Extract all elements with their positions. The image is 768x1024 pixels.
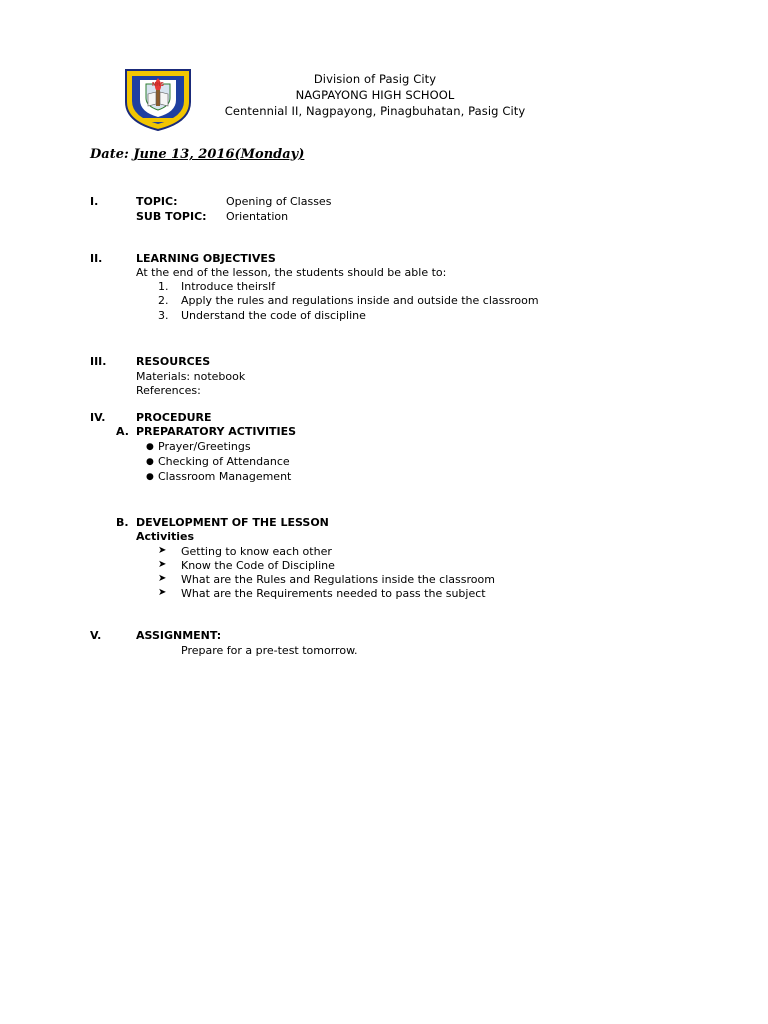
list-item: Checking of Attendance: [158, 455, 290, 468]
list-item: What are the Requirements needed to pass the subject: [181, 587, 486, 600]
objective-number: 3.: [158, 309, 169, 322]
objectives-intro: At the end of the lesson, the students should be able to:: [136, 266, 447, 279]
list-item: Know the Code of Discipline: [181, 559, 335, 572]
bullet-dot-icon: ●: [146, 472, 154, 482]
materials-line: Materials: notebook: [136, 370, 246, 383]
school-address: Centennial II, Nagpayong, Pinagbuhatan, Pasig City: [224, 104, 526, 118]
section-title: LEARNING OBJECTIVES: [136, 252, 276, 265]
date-line: [90, 147, 304, 162]
section-title: RESOURCES: [136, 355, 211, 368]
objective-item: Introduce theirslf: [181, 280, 276, 293]
date-value: June 13, 2016(Monday): [133, 147, 305, 162]
objective-number: 2.: [158, 294, 169, 307]
subsection-letter: B.: [116, 516, 129, 529]
list-item: What are the Rules and Regulations inside the classroom: [181, 573, 495, 586]
division-line: Division of Pasig City: [313, 72, 437, 86]
section-numeral: V.: [90, 629, 102, 642]
references-line: References:: [136, 384, 201, 397]
list-item: Getting to know each other: [181, 545, 332, 558]
arrow-bullet-icon: ➤: [158, 573, 167, 584]
subsection-title: DEVELOPMENT OF THE LESSON: [136, 516, 329, 529]
subtopic-label: SUB TOPIC:: [136, 210, 207, 223]
list-item: Prayer/Greetings: [158, 440, 251, 453]
section-numeral: III.: [90, 355, 107, 368]
bullet-dot-icon: ●: [146, 442, 154, 452]
section-numeral: II.: [90, 252, 103, 265]
objective-item: Apply the rules and regulations inside and outside the classroom: [181, 294, 539, 307]
section-title: PROCEDURE: [136, 411, 212, 424]
svg-text:NHS: NHS: [152, 82, 164, 88]
objective-item: Understand the code of discipline: [181, 309, 366, 322]
subsection-subtitle: Activities: [136, 530, 195, 543]
subtopic-value: Orientation: [226, 210, 289, 223]
date-label: Date:: [90, 147, 129, 162]
list-item: Classroom Management: [158, 470, 292, 483]
topic-value: Opening of Classes: [226, 195, 332, 208]
arrow-bullet-icon: ➤: [158, 545, 167, 556]
arrow-bullet-icon: ➤: [158, 559, 167, 570]
subsection-title: PREPARATORY ACTIVITIES: [136, 425, 297, 438]
arrow-bullet-icon: ➤: [158, 587, 167, 598]
assignment-text: Prepare for a pre-test tomorrow.: [181, 644, 358, 657]
subsection-letter: A.: [116, 425, 129, 438]
section-title: ASSIGNMENT:: [136, 629, 222, 642]
school-name: NAGPAYONG HIGH SCHOOL: [295, 88, 455, 102]
bullet-dot-icon: ●: [146, 457, 154, 467]
objective-number: 1.: [158, 280, 169, 293]
section-numeral: I.: [90, 195, 99, 208]
topic-label: TOPIC:: [136, 195, 178, 208]
section-numeral: IV.: [90, 411, 106, 424]
